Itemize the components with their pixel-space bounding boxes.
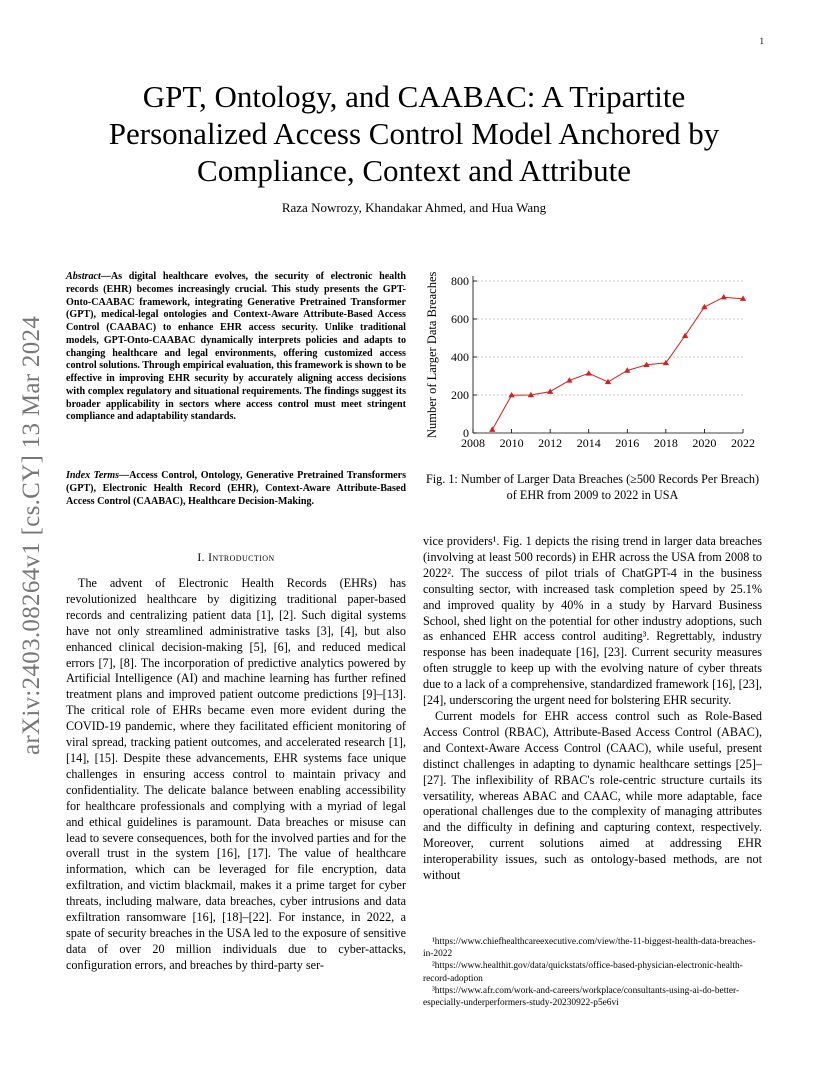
section-heading: I. Introduction xyxy=(197,552,275,564)
data-point xyxy=(586,370,592,375)
index-terms xyxy=(66,470,406,508)
data-point xyxy=(489,426,495,431)
x-tick-label: 2022 xyxy=(731,436,755,450)
data-point xyxy=(682,333,688,338)
footnote-3[interactable]: ³https://www.afr.com/work-and-careers/workplace/consultants-using-ai-do-better-especially-underperformers-study-20230922-p5e6vi xyxy=(423,985,740,1009)
breaches-chart xyxy=(423,266,763,466)
x-tick-label: 2020 xyxy=(692,436,717,450)
x-tick-label: 2018 xyxy=(653,436,678,450)
y-tick-label: 800 xyxy=(451,274,469,288)
series-line xyxy=(492,297,743,429)
x-tick-label: 2010 xyxy=(499,436,524,450)
footnote-1[interactable]: ¹https://www.chiefhealthcareexecutive.com/view/the-11-biggest-health-data-breaches-in-2022 xyxy=(423,937,756,960)
y-tick-label: 200 xyxy=(451,388,469,402)
intro-paragraph-3: Current models for EHR access control such as Role-Based Access Control (RBAC), Attribute-Based Access Control (ABAC), and Context-Aware Access Control (CAAC), while useful, present distinct challenges in adapting to dynamic healthcare settings [25]–[27]. The inflexibility of RBAC's role-centric structure curtails its versatility, whereas ABAC and CAAC, while more adaptable, face operational challenges due to the complexity of managing attributes and the difficulty in defining and capturing context, respectively. Moreover, current solutions aimed at addressing EHR interoperability issues, such as ontology-based methods, are not without xyxy=(423,708,762,883)
y-tick-label: 600 xyxy=(451,312,469,326)
y-tick-label: 400 xyxy=(451,350,469,364)
chart-svg xyxy=(423,266,763,466)
arxiv-stamp: arXiv:2403.08264v1 [cs.CY] 13 Mar 2024 xyxy=(18,315,45,755)
page-number: 1 xyxy=(759,36,764,46)
intro-paragraph-2: vice providers¹. Fig. 1 depicts the rising trend in larger data breaches (involving at least 500 records) in EHR across the USA from 2008 to 2022². The success of pilot trials of ChatGPT-4 in the business consulting sector, with increased task completion speed by 25.1% and improved quality by 40% in a study by Harvard Business School, shed light on the potential for other industry adoptions, such as enhanced EHR access control auditing³. Regrettably, industry response has been inadequate [16], [23]. Current security measures often struggle to keep up with the evolving nature of cyber threats due to a lack of a comprehensive, standardized framework [16], [23], [24], underscoring the urgent need for bolstering EHR security. xyxy=(423,534,762,708)
intro-paragraph-1: The advent of Electronic Health Records (EHRs) has revolutionized healthcare by digitizing traditional paper-based records and centralizing patient data [1], [2]. Such digital systems have not only streamlined administrative tasks [3], [4], but also enhanced clinical decision-making [5], [6], and reduced medical errors [7], [8]. The incorporation of predictive analytics powered by Artificial Intelligence (AI) and machine learning has further refined treatment plans and improved patient outcome predictions [9]–[13]. The critical role of EHRs became even more evident during the COVID-19 pandemic, where they facilitated efficient monitoring of viral spread, tracking patient outcomes, and accelerated research [1], [14], [15]. Despite these advancements, EHR systems face unique challenges in ensuring access control to maintain privacy and confidentiality. The delicate balance between enabling accessibility for healthcare professionals and complying with a myriad of legal and ethical guidelines is paramount. Data breaches or misuse can lead to severe consequences, both for the involved parties and for the overall trust in the system [16], [17]. The value of healthcare information, which can be leveraged for file encryption, data exfiltration, and victim blackmail, makes it a prime target for cyber threats, including malware, data breaches, cyber intrusions and data exfiltration ransomware [16], [18]–[22]. For instance, in 2022, a spate of security breaches in the USA led to the exposure of sensitive data of over 20 million individuals due to cyber-attacks, configuration errors, and breaches by third-party ser- xyxy=(66,576,406,972)
figure-caption: Fig. 1: Number of Larger Data Breaches (≥500 Records Per Breach) of EHR from 2009 to 2022 in USA xyxy=(425,472,760,502)
data-point xyxy=(701,304,707,309)
data-point xyxy=(547,388,553,393)
x-tick-label: 2014 xyxy=(576,436,601,450)
author-list: Raza Nowrozy, Khandakar Ahmed, and Hua Wang xyxy=(281,200,547,215)
left-column-body xyxy=(66,576,406,974)
paper-title: GPT, Ontology, and CAABAC: A Tripartite Personalized Access Control Model Anchored by Compliance, Context and Attribute xyxy=(108,79,720,188)
y-axis-label: Number of Larger Data Breaches xyxy=(425,271,439,438)
x-tick-label: 2016 xyxy=(615,436,640,450)
index-terms-label: Index Terms xyxy=(66,470,120,481)
right-column-body xyxy=(423,534,762,884)
x-tick-label: 2008 xyxy=(461,436,485,450)
abstract-label: Abstract xyxy=(66,271,101,282)
abstract xyxy=(66,271,406,424)
abstract-text: —As digital healthcare evolves, the security of electronic health records (EHR) becomes increasingly crucial. This study presents the GPT-Onto-CAABAC framework, integrating Generative Pretrained Transformer (GPT), medical-legal ontologies and Context-Aware Attribute-Based Access Control (CAABAC) to enhance EHR access security. Unlike traditional models, GPT-Onto-CAABAC dynamically interprets policies and adapts to changing healthcare and legal environments, offering customized access control solutions. Through empirical evaluation, this framework is shown to be effective in improving EHR security by accurately aligning access decisions with complex regulatory and situational requirements. The findings suggest its broader applicability in sectors where access control must meet stringent compliance and adaptability standards. xyxy=(66,271,406,423)
x-tick-label: 2012 xyxy=(538,436,563,450)
y-tick-label: 0 xyxy=(463,426,469,440)
index-terms-text: —Access Control, Ontology, Generative Pretrained Transformers (GPT), Electronic Health Record (EHR), Context-Aware Attribute-Based Access Control (CAABAC), Healthcare Decision-Making. xyxy=(66,470,406,507)
data-point xyxy=(721,294,727,299)
footnote-2[interactable]: ²https://www.healthit.gov/data/quickstats/office-based-physician-electronic-health-record-adoption xyxy=(423,961,743,984)
footnotes xyxy=(423,936,762,1009)
